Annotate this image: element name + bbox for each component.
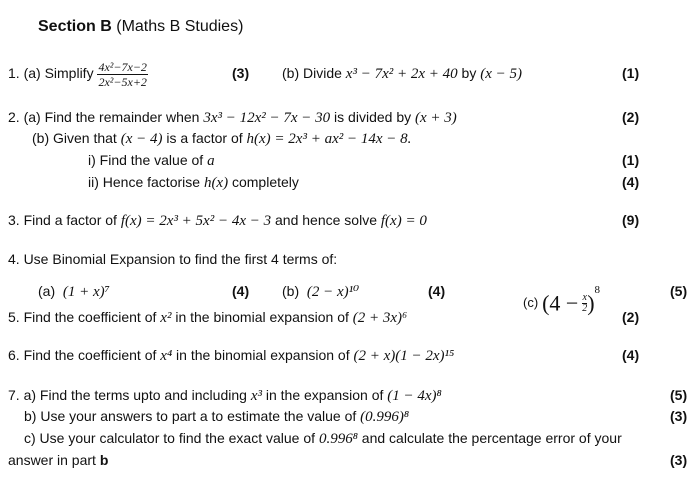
q7c-bold-part: b [99, 452, 109, 468]
q2a-label: 2. (a) Find the remainder when [8, 109, 204, 125]
question-2b-ii [88, 173, 299, 192]
question-6 [8, 346, 454, 365]
q3-equation: f(x) = 0 [380, 213, 427, 229]
mark-q4c: (5) [670, 283, 688, 299]
q2bii-label: ii) Hence factorise [88, 174, 204, 190]
q3-expression: f(x) = 2x³ + 5x² − 4x − 3 [120, 213, 272, 229]
q7b-label: b) Use your answers to part a to estimate the value of [24, 408, 361, 424]
q7a-mid: in the expansion of [261, 387, 388, 403]
q7a-label: 7. a) Find the terms upto and including [8, 387, 251, 403]
question-3 [8, 211, 427, 230]
q7c-rest: and calculate the percentage error of your [357, 430, 622, 446]
q6-mid: in the binomial expansion of [172, 347, 354, 363]
mark-q2bii: (4) [622, 174, 640, 190]
q1b-by: by [457, 65, 481, 81]
section-label: Section B [38, 18, 112, 35]
q1a-denominator: 2x²−5x+2 [98, 74, 147, 89]
question-2b-i [88, 151, 215, 170]
question-4c [523, 274, 600, 319]
q3-mid: and hence solve [271, 212, 381, 228]
q2bi-label: i) Find the value of [88, 152, 208, 168]
q2a-mid: is divided by [330, 109, 415, 125]
mark-q5: (2) [622, 309, 640, 325]
question-5 [8, 308, 407, 327]
mark-q1b: (1) [622, 65, 640, 81]
q6-expression: (2 + x)(1 − 2x)¹⁵ [353, 348, 455, 364]
q6-term: x⁴ [160, 348, 173, 364]
q5-expression: (2 + 3x)⁶ [352, 310, 408, 326]
q4c-denominator: 2 [582, 302, 588, 314]
mark-q6: (4) [622, 347, 640, 363]
q4c-numerator: x [582, 291, 587, 303]
mark-q2bi: (1) [622, 152, 640, 168]
question-1a [8, 56, 148, 90]
q7c-label: c) Use your calculator to find the exact value of [24, 430, 319, 446]
q2b-factor: (x − 4) [120, 131, 163, 147]
mark-q1a: (3) [232, 65, 250, 81]
question-7c-line2 [8, 451, 108, 469]
question-7b [24, 407, 409, 426]
q5-label: 5. Find the coefficient of [8, 309, 161, 325]
section-title [38, 18, 243, 36]
q1a-fraction [97, 60, 147, 89]
q7b-expression: (0.996)⁸ [360, 409, 410, 425]
mark-q2a: (2) [622, 109, 640, 125]
q7a-expression: (1 − 4x)⁸ [387, 388, 442, 404]
q4c-open: (4 − [542, 290, 579, 316]
question-2a [8, 108, 457, 127]
q7c-expression: 0.996⁸ [318, 431, 358, 447]
q5-term: x² [160, 310, 172, 326]
mark-q3: (9) [622, 212, 640, 228]
q4c-close: ) [587, 290, 595, 316]
mark-q7b: (3) [670, 408, 688, 424]
question-2b [32, 129, 411, 148]
q2a-divisor: (x + 3) [415, 110, 457, 126]
q6-label: 6. Find the coefficient of [8, 347, 161, 363]
question-7c [24, 429, 622, 448]
q2b-label: (b) Given that [32, 130, 121, 146]
mark-q4b: (4) [428, 283, 446, 299]
q4c-power: 8 [594, 284, 601, 296]
question-1b [282, 64, 522, 83]
q4b-expression: (2 − x)¹⁰ [306, 284, 360, 300]
q2b-expression: h(x) = 2x³ + ax² − 14x − 8. [246, 131, 412, 147]
q2bii-rest: completely [228, 174, 299, 190]
q3-label: 3. Find a factor of [8, 212, 121, 228]
q1a-label: 1. (a) Simplify [8, 65, 94, 81]
q1a-numerator: 4x²−7x−2 [98, 59, 147, 74]
q2bii-expression: h(x) [203, 175, 229, 191]
mark-q7a: (5) [670, 387, 688, 403]
q4c-label: (c) [523, 295, 539, 310]
q1b-label: (b) Divide [282, 65, 342, 81]
q2a-expression: 3x³ − 12x² − 7x − 30 [203, 110, 331, 126]
q4a-expression: (1 + x)⁷ [62, 284, 110, 300]
q7c-line2: answer in part [8, 452, 100, 468]
q2b-mid: is a factor of [162, 130, 247, 146]
question-4a [38, 282, 110, 301]
q1b-divisor: (x − 5) [480, 66, 522, 82]
q4a-label: (a) [38, 283, 56, 299]
section-subtitle: (Maths B Studies) [111, 18, 244, 35]
mark-q7c: (3) [670, 452, 688, 468]
q2bi-variable: a [207, 153, 215, 169]
mark-q4a: (4) [232, 283, 250, 299]
q5-mid: in the binomial expansion of [171, 309, 353, 325]
q7a-term: x³ [250, 388, 262, 404]
question-4: 4. Use Binomial Expansion to find the first 4 terms of: [8, 251, 338, 267]
question-7a [8, 386, 442, 405]
q1b-expression: x³ − 7x² + 2x + 40 [345, 66, 458, 82]
q4b-label: (b) [282, 283, 300, 299]
question-4b [282, 282, 359, 301]
